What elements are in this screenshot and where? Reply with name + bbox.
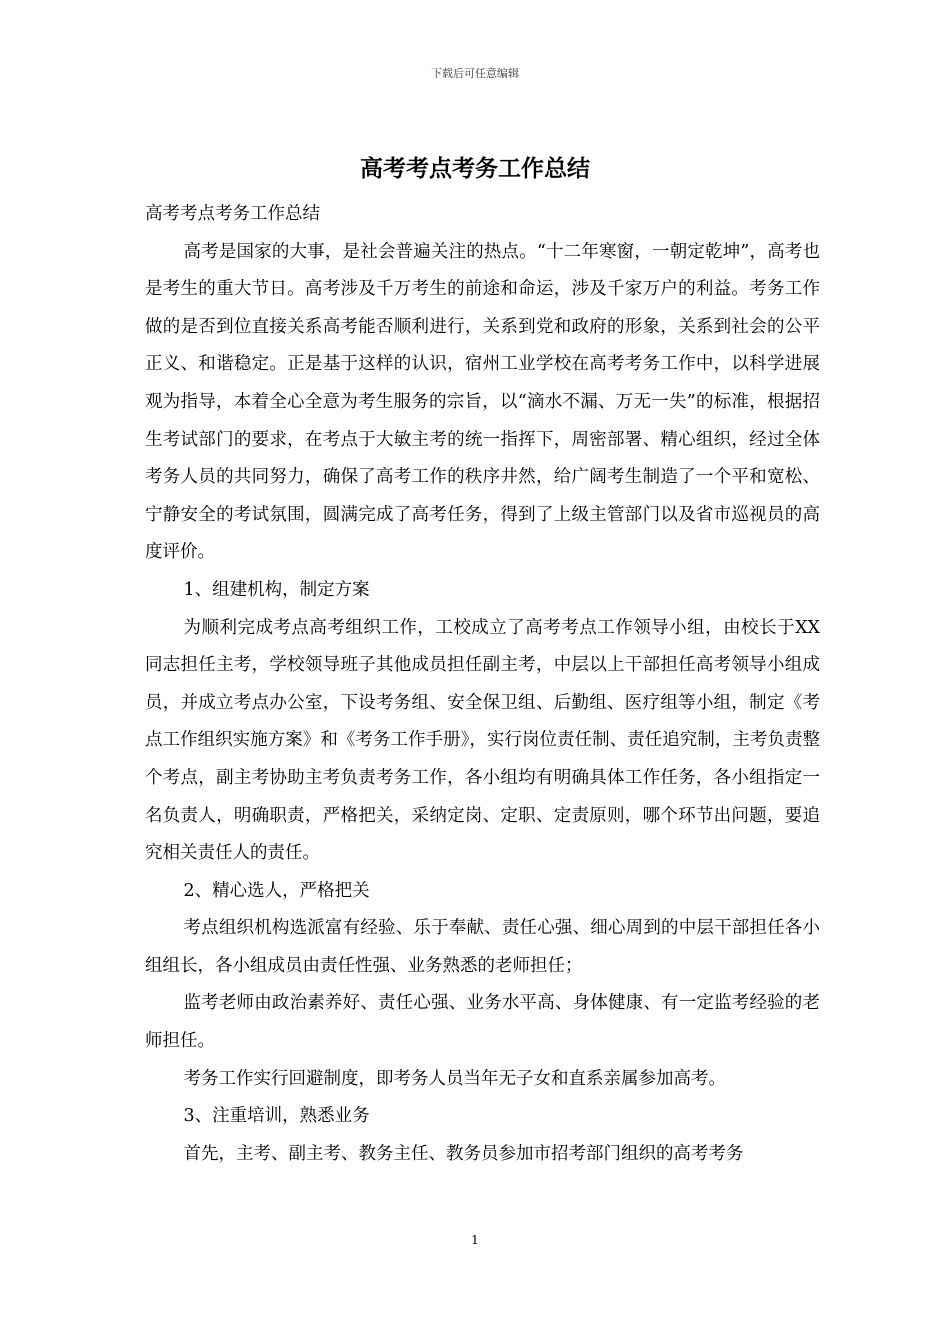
- paragraph: 首先，主考、副主考、教务主任、教务员参加市招考部门组织的高考考务: [183, 1143, 744, 1164]
- section-heading: 3、注重培训，熟悉业务: [183, 1106, 370, 1127]
- header-note: 下载后可任意编辑: [431, 67, 519, 80]
- paragraph: 为顺利完成考点高考组织工作，工校成立了高考考点工作领导小组，由校长于XX同志担任主考，学校领导班子其他成员担任副主考，中层以上干部担任高考领导小组成员，并成立考点办公室，下设考务组、安全保卫组、后勤组、医疗组等小组，制定《考点工作组织实施方案》和《考务工作手册》，实行岗位责任制、责任追究制，主考负责整个考点，副主考协助主考负责考务工作，各小组均有明确具体工作任务，各小组指定一名负责人，明确职责，严格把关，采纳定岗、定职、定责原则，哪个环节出问题，要追究相关责任人的责任。: [145, 617, 820, 864]
- document-body: [145, 196, 820, 1173]
- paragraph: 高考是国家的大事，是社会普遍关注的热点。“十二年寒窗，一朝定乾坤”，高考也是考生的重大节日。高考涉及千万考生的前途和命运，涉及千家万户的利益。考务工作做的是否到位直接关系高考能否顺利进行，关系到党和政府的形象，关系到社会的公平正义、和谐稳定。正是基于这样的认识，宿州工业学校在高考考务工作中，以科学进展观为指导，本着全心全意为考生服务的宗旨，以“滴水不漏、万无一失”的标准，根据招生考试部门的要求，在考点于大敏主考的统一指挥下，周密部署、精心组织，经过全体考务人员的共同努力，确保了高考工作的秩序井然，给广阔考生制造了一个平和宽松、宁静安全的考试氛围，圆满完成了高考任务，得到了上级主管部门以及省市巡视员的高度评价。: [145, 241, 820, 563]
- paragraph: 考务工作实行回避制度，即考务人员当年无子女和直系亲属参加高考。: [183, 1068, 726, 1089]
- page-number: 1: [471, 1233, 479, 1247]
- paragraph: 高考考点考务工作总结: [145, 204, 320, 224]
- section-heading: 2、精心选人，严格把关: [183, 880, 370, 901]
- section-heading: 1、组建机构，制定方案: [183, 579, 370, 600]
- document-title: 高考考点考务工作总结: [360, 155, 590, 182]
- paragraph: 考点组织机构选派富有经验、乐于奉献、责任心强、细心周到的中层干部担任各小组组长，各小组成员由责任性强、业务熟悉的老师担任；: [145, 918, 820, 976]
- paragraph: 监考老师由政治素养好、责任心强、业务水平高、身体健康、有一定监考经验的老师担任。: [145, 993, 820, 1052]
